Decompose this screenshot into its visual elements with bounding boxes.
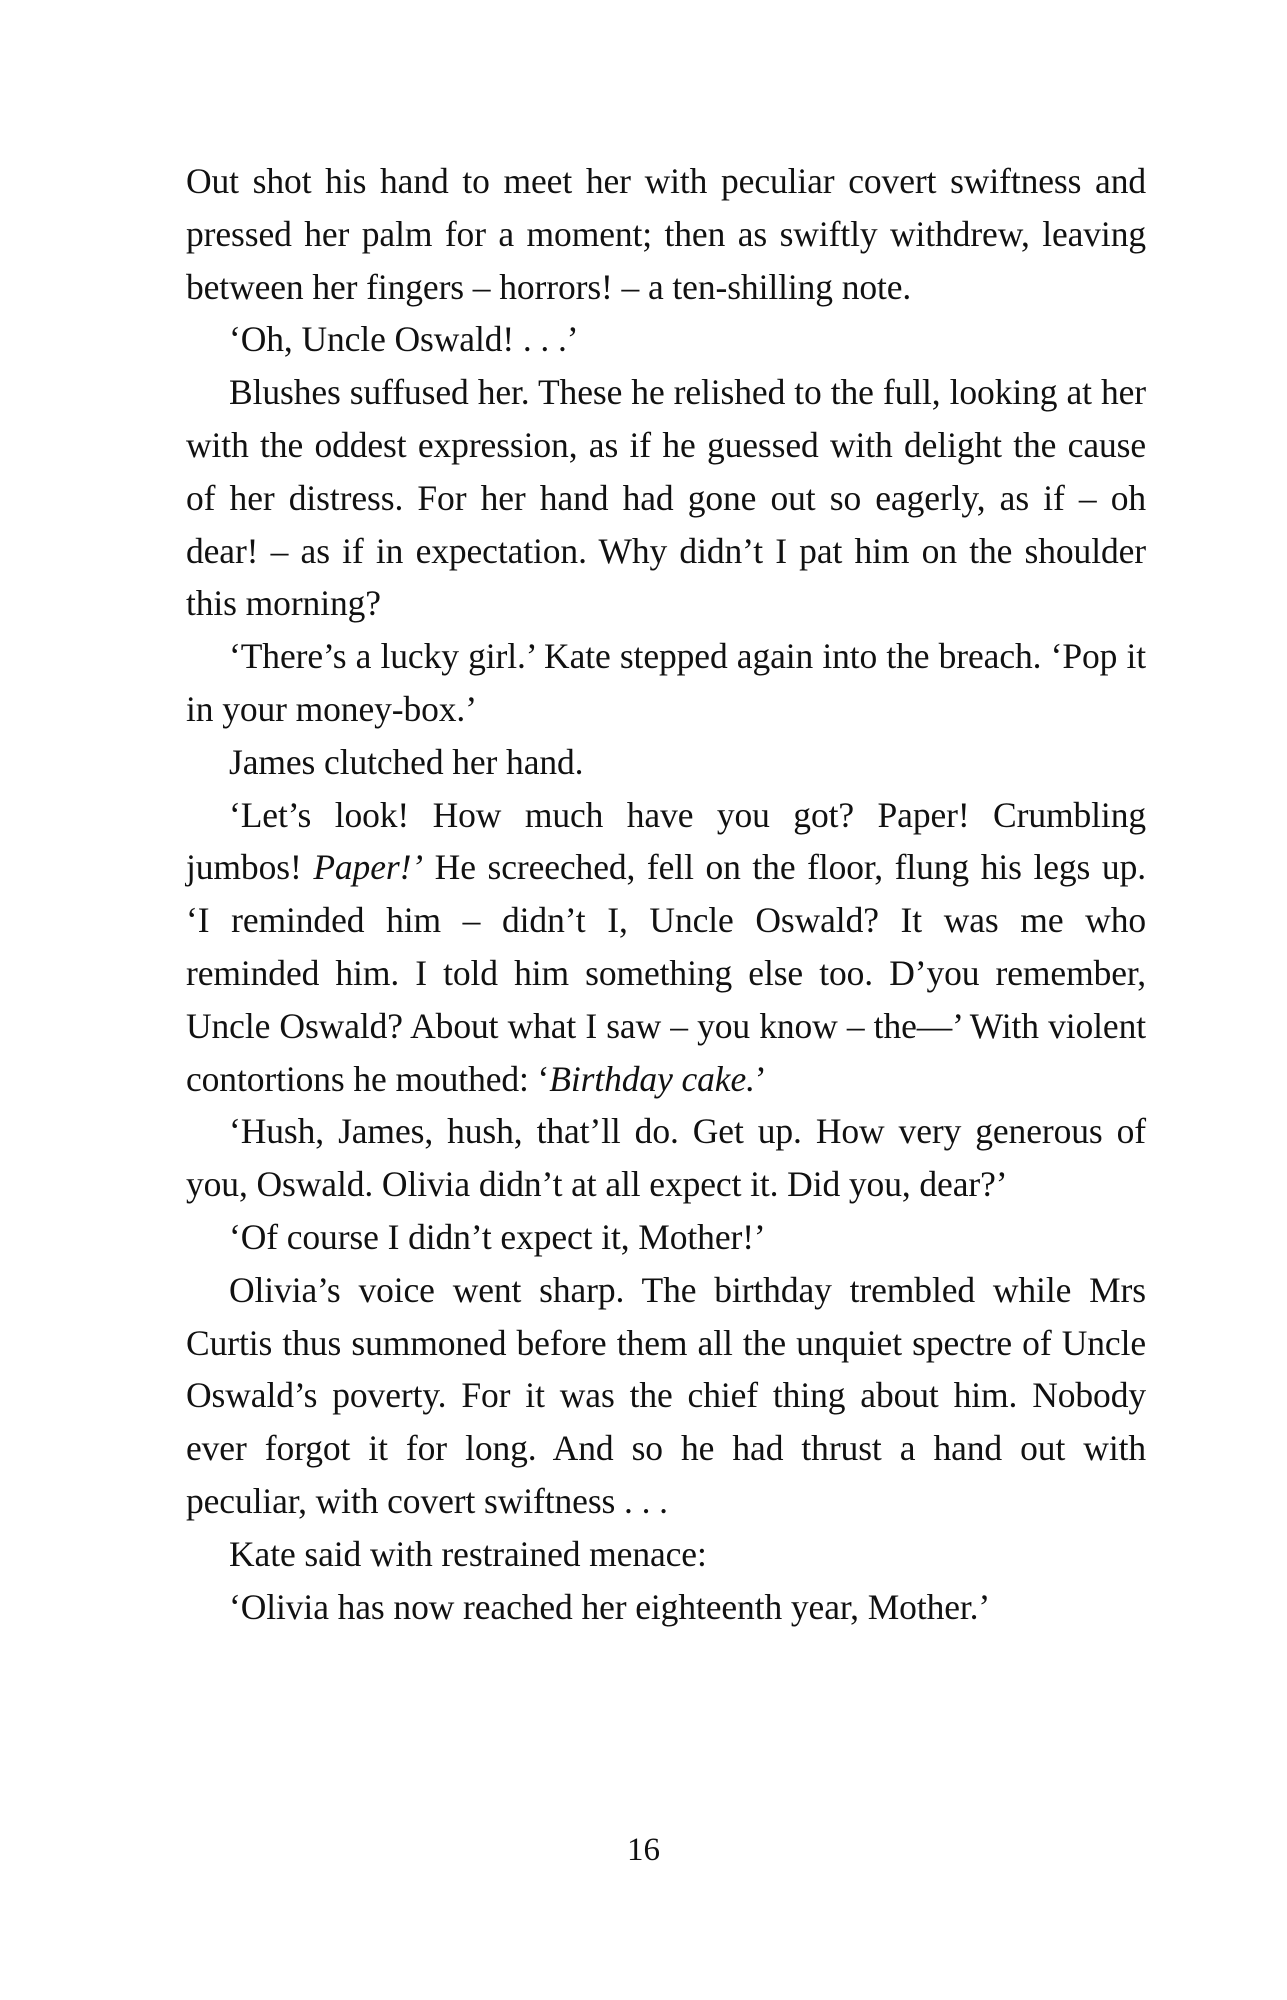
page-number: 16 — [627, 1832, 660, 1868]
text-run: Blushes suffused her. These he relished to the full, looking at her with the oddest expression, as if he guessed with delight the cause of her distress. For her hand had gone out so eagerly, as if – oh dear! – as if in expectation. Why didn’t I pat him on the shoulder this morning? — [186, 372, 1146, 624]
paragraph — [186, 1264, 1146, 1528]
paragraph — [186, 1581, 1146, 1634]
text-run: He screeched, fell on the floor, flung his legs up. ‘I reminded him – didn’t I, Uncle Oswald? It was me who reminded him. I told him something else too. D’you remember, Uncle Oswald? About what I saw – you know – the—’ With violent contortions he mouthed: ‘ — [186, 847, 1146, 1099]
paragraph — [186, 366, 1146, 630]
text-run: Out shot his hand to meet her with peculiar covert swiftness and pressed her palm for a moment; then as swiftly withdrew, leaving between her fingers – horrors! – a ten-shilling note. — [186, 161, 1146, 307]
text-run: James clutched her hand. — [229, 741, 584, 782]
paragraph — [186, 1105, 1146, 1211]
text-run: ‘Of course I didn’t expect it, Mother!’ — [229, 1216, 766, 1257]
paragraph — [186, 630, 1146, 736]
paragraph — [186, 1528, 1146, 1581]
paragraph — [186, 313, 1146, 366]
italic-text: Birthday cake. — [549, 1058, 755, 1099]
text-run: ’ — [754, 1058, 767, 1099]
text-run: ‘Let’s look! How much have you got? Paper! Crumbling jumbos! — [186, 794, 1146, 888]
text-run: ‘Oh, Uncle Oswald! . . .’ — [229, 319, 579, 360]
text-run: ‘There’s a lucky girl.’ Kate stepped again into the breach. ‘Pop it in your money-box.’ — [186, 636, 1146, 729]
paragraph — [186, 1211, 1146, 1264]
paragraph — [186, 155, 1146, 313]
paragraph — [186, 736, 1146, 789]
text-run: ‘Hush, James, hush, that’ll do. Get up. How very generous of you, Oswald. Olivia didn’t at all expect it. Did you, dear?’ — [186, 1111, 1146, 1205]
paragraph — [186, 789, 1146, 1106]
text-run: Kate said with restrained menace: — [229, 1533, 707, 1574]
italic-text: Paper!’ — [313, 847, 424, 888]
text-run: Olivia’s voice went sharp. The birthday trembled while Mrs Curtis thus summoned before them all the unquiet spectre of Uncle Oswald’s poverty. For it was the chief thing about him. Nobody ever forgot it for long. And so he had thrust a hand out with peculiar, with covert swiftness . . . — [186, 1269, 1146, 1521]
text-run: ‘Olivia has now reached her eighteenth year, Mother.’ — [229, 1586, 991, 1627]
body-text — [186, 155, 1146, 1633]
